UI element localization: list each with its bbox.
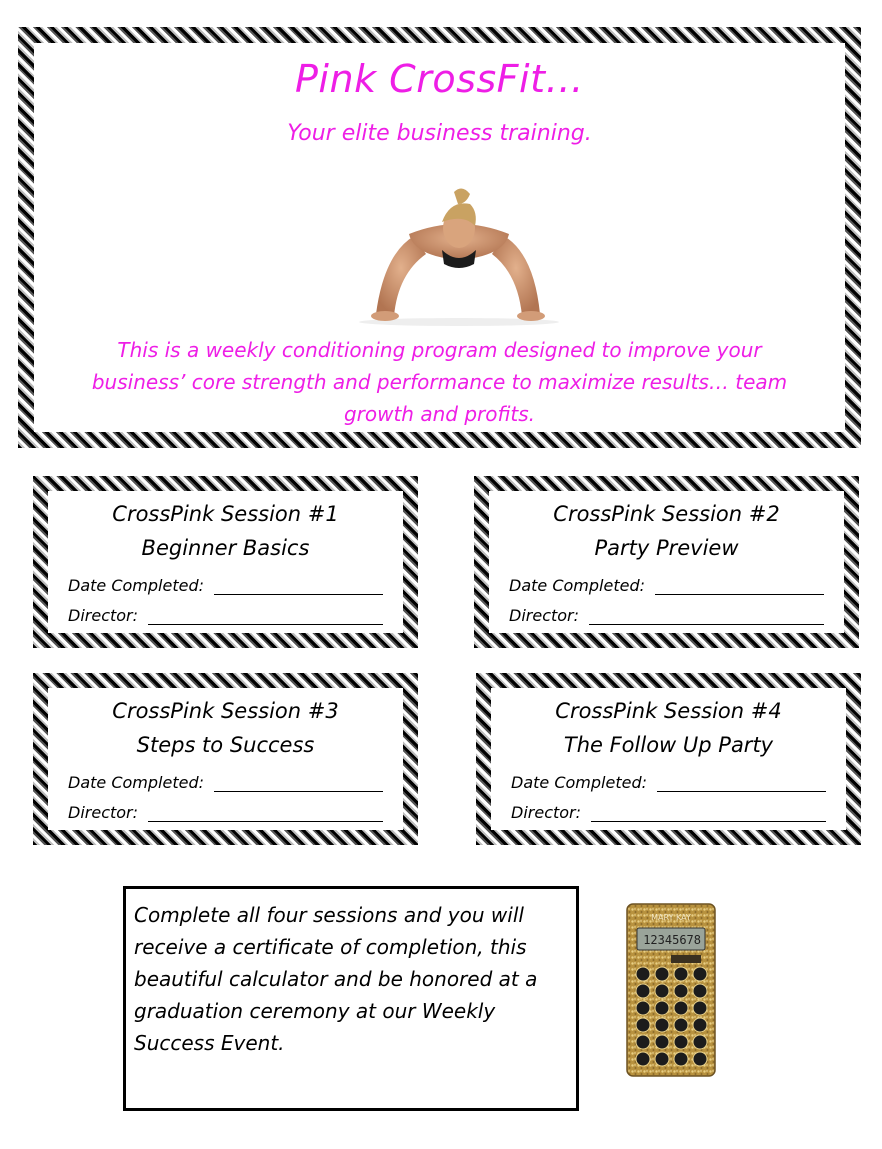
calculator-key	[636, 1035, 650, 1049]
calculator-key	[636, 1001, 650, 1015]
session-card-content	[489, 491, 844, 633]
date-completed-line[interactable]	[657, 773, 826, 792]
calculator-key	[636, 1018, 650, 1032]
calculator-display: 12345678	[643, 933, 701, 947]
page-title: Pink CrossFit…	[295, 57, 584, 101]
date-completed-row	[58, 565, 393, 595]
session-card-3	[33, 673, 418, 845]
session-card-4	[476, 673, 861, 845]
calculator-key	[693, 1035, 707, 1049]
calculator-key	[655, 967, 669, 981]
calculator-key	[674, 1001, 688, 1015]
calculator-key	[693, 984, 707, 998]
director-row	[58, 595, 393, 625]
director-row	[501, 792, 836, 822]
calculator-key	[674, 1018, 688, 1032]
session-card-content	[48, 491, 403, 633]
calculator-key	[655, 1052, 669, 1066]
director-line[interactable]	[148, 606, 383, 625]
session-card-2	[474, 476, 859, 648]
date-completed-line[interactable]	[214, 773, 383, 792]
calculator-key	[693, 967, 707, 981]
calculator-key	[674, 984, 688, 998]
date-completed-label: Date Completed:	[509, 576, 645, 595]
calculator-key	[636, 1052, 650, 1066]
director-label: Director:	[68, 606, 139, 625]
date-completed-row	[58, 762, 393, 792]
header-content	[34, 43, 845, 432]
calculator-key	[674, 1052, 688, 1066]
calculator-key	[674, 1035, 688, 1049]
date-completed-label: Date Completed:	[68, 576, 204, 595]
session-subtitle: Beginner Basics	[141, 536, 310, 560]
calculator-key	[693, 1018, 707, 1032]
director-row	[58, 792, 393, 822]
session-subtitle: The Follow Up Party	[563, 733, 774, 757]
session-title: CrossPink Session #4	[555, 699, 782, 723]
session-card-content	[491, 688, 846, 830]
director-line[interactable]	[591, 803, 826, 822]
header-panel	[18, 27, 861, 448]
session-title: CrossPink Session #1	[112, 502, 339, 526]
calculator-key	[655, 1001, 669, 1015]
calculator-key	[655, 1018, 669, 1032]
director-line[interactable]	[148, 803, 383, 822]
session-card-1	[33, 476, 418, 648]
session-card-content	[48, 688, 403, 830]
date-completed-row	[501, 762, 836, 792]
director-label: Director:	[509, 606, 580, 625]
reward-text: Complete all four sessions and you will receive a certificate of completion, this beautiful calculator and be honored at a graduation ceremony at our Weekly Success Event.	[134, 903, 538, 1055]
calculator-key	[636, 967, 650, 981]
calculator-key	[636, 984, 650, 998]
program-description: This is a weekly conditioning program designed to improve your business’ core strength and performance to maximize results… team growth and profits.	[91, 338, 788, 426]
date-completed-row	[499, 565, 834, 595]
director-line[interactable]	[589, 606, 824, 625]
page-subtitle: Your elite business training.	[287, 121, 592, 146]
date-completed-label: Date Completed:	[68, 773, 204, 792]
session-title: CrossPink Session #2	[553, 502, 780, 526]
session-subtitle: Party Preview	[594, 536, 739, 560]
director-row	[499, 595, 834, 625]
calculator-key	[655, 984, 669, 998]
reward-box	[123, 886, 579, 1111]
date-completed-line[interactable]	[655, 576, 824, 595]
calculator-key	[655, 1035, 669, 1049]
session-title: CrossPink Session #3	[112, 699, 339, 723]
calculator-key	[693, 1001, 707, 1015]
date-completed-label: Date Completed:	[511, 773, 647, 792]
calculator-key	[693, 1052, 707, 1066]
session-subtitle: Steps to Success	[136, 733, 315, 757]
director-label: Director:	[511, 803, 582, 822]
director-label: Director:	[68, 803, 139, 822]
calculator-icon	[625, 902, 717, 1080]
pushup-photo	[354, 174, 564, 326]
calculator-key	[674, 967, 688, 981]
calculator-brand: MARY KAY	[651, 913, 691, 922]
date-completed-line[interactable]	[214, 576, 383, 595]
